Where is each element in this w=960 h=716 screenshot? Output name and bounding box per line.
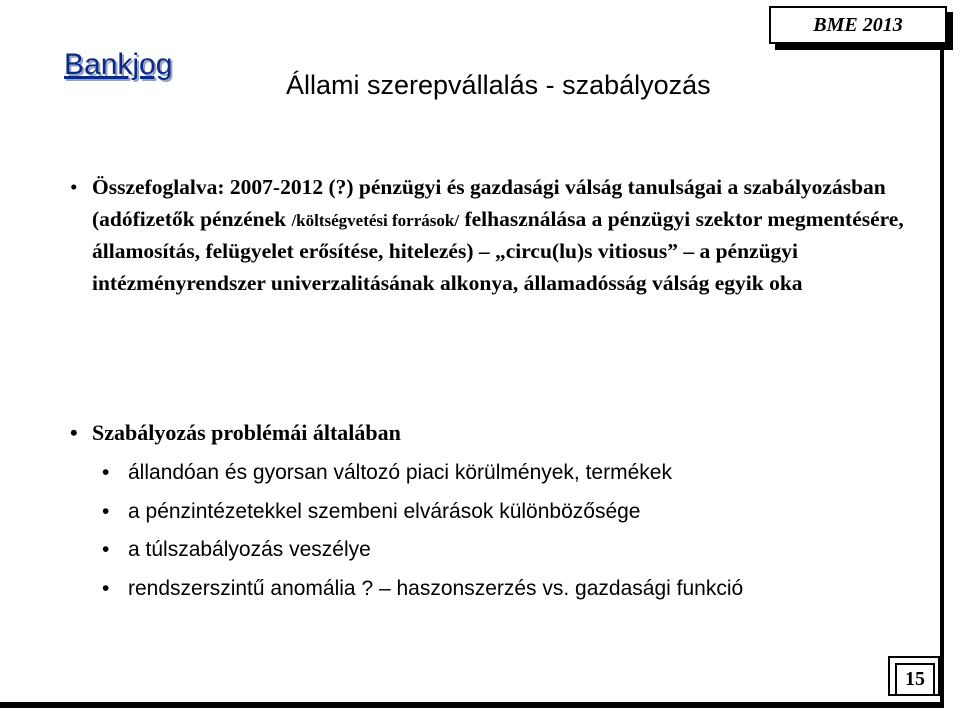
- list-item: [102, 497, 902, 536]
- header-badge: BME 2013: [769, 6, 947, 44]
- bullet-summary-text: [92, 172, 910, 300]
- bullet-dot: •: [70, 175, 78, 199]
- bullet-problems-heading: Szabályozás problémái általában: [92, 420, 401, 445]
- bullet-dot: •: [102, 576, 110, 600]
- list-item-text: állandóan és gyorsan változó piaci körülmények, termékek: [128, 461, 672, 484]
- slide-frame-right: [940, 42, 944, 708]
- problems-list: [102, 458, 902, 612]
- bullet-problems: [70, 418, 910, 448]
- slide-title: Bankjog: [64, 48, 173, 81]
- bullet-dot: •: [70, 420, 78, 445]
- bullet-summary: [70, 172, 910, 300]
- list-item: [102, 535, 902, 574]
- slide-frame-bottom: [0, 702, 940, 708]
- list-item-text: a túlszabályozás veszélye: [128, 538, 371, 561]
- list-item: [102, 574, 902, 613]
- list-item-text: a pénzintézetekkel szembeni elvárások különbözősége: [128, 499, 641, 523]
- summary-part-3: felhasználása a pénzügyi szektor megmentésére, államosítás, felügyelet erősítése, hitelezés) – „circu(lu)s vitiosus” – a pénzügyi intézményrendszer univerzalitásának alkonya, államadósság válság egyik oka: [92, 206, 904, 296]
- slide-subtitle: Állami szerepvállalás - szabályozás: [286, 70, 711, 100]
- bullet-dot: •: [102, 461, 110, 484]
- bullet-dot: •: [102, 499, 110, 523]
- page-number: 15: [895, 663, 935, 696]
- summary-part-1: Összefoglalva: 2007-2012 (?) pénzügyi és gazdasági válság tanulságai a szabályozásban (adófizetők pénzének: [92, 175, 886, 231]
- bullet-dot: •: [102, 538, 110, 561]
- summary-part-2: /költségvetési források/: [291, 210, 460, 230]
- list-item-text: rendszerszintű anomália ? – haszonszerzés vs. gazdasági funkció: [128, 576, 744, 600]
- list-item: [102, 458, 902, 497]
